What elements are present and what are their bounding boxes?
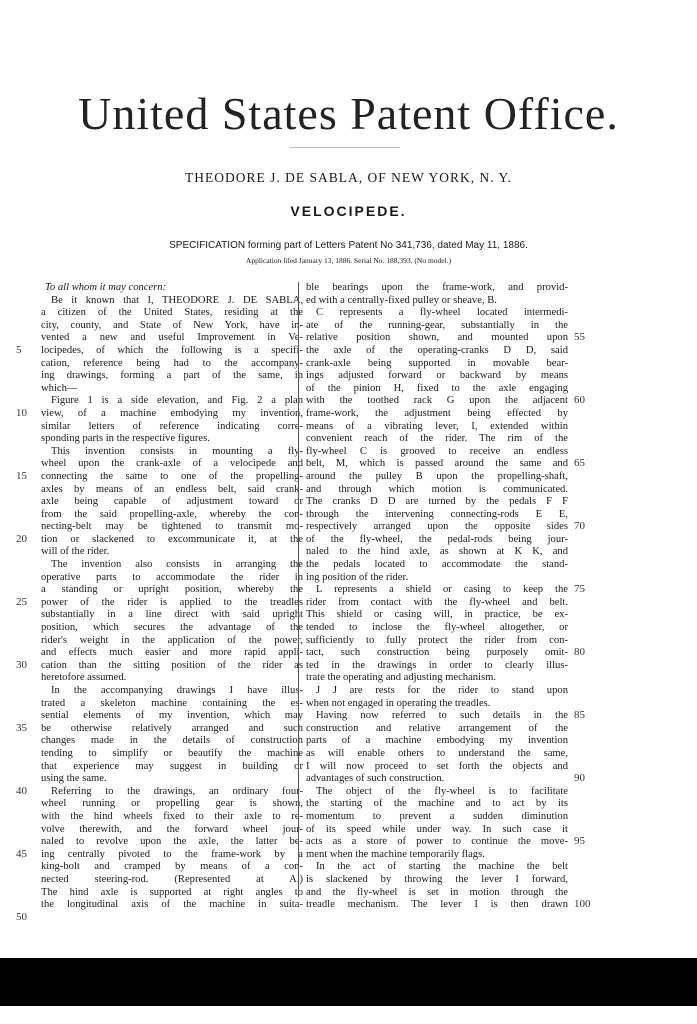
text-line: Referring to the drawings, an ordinary four- — [51, 785, 303, 797]
line-number: 85 — [574, 709, 585, 722]
text-line: a citizen of the United States, residing at the — [41, 307, 303, 319]
line-number: 65 — [574, 457, 585, 470]
text-line: be otherwise relatively arranged and such — [41, 722, 303, 734]
text-line: will of the rider. — [41, 546, 110, 558]
text-line: relative position shown, and mounted upon — [306, 332, 568, 344]
text-line: king-bolt and cramped by means of a con- — [41, 861, 303, 873]
text-line: vented a new and useful Improvement in Ve- — [41, 332, 303, 344]
text-line: treadle mechanism. The lever I is then drawn — [306, 899, 568, 911]
text-line: convenient reach of the rider. The rim of the — [306, 433, 568, 445]
patent-office-heading: United States Patent Office. — [78, 88, 619, 139]
text-line: substantially in a line direct with said upright — [41, 609, 303, 621]
inventor-line: THEODORE J. DE SABLA, OF NEW YORK, N. Y. — [185, 170, 512, 185]
text-line: Be it known that I, THEODORE J. DE SABLA, — [51, 294, 303, 306]
text-line: and effects much easier and more rapid appli- — [41, 647, 303, 659]
text-line: the longitudinal axis of the machine in suita- — [41, 899, 303, 911]
text-line: when not engaged in operating the treadles. — [306, 697, 491, 709]
line-number: 30 — [16, 659, 27, 671]
line-number: 95 — [574, 835, 585, 848]
text-line: ings adjusted forward or backward by means — [306, 370, 568, 382]
text-line: This invention consists in mounting a fly- — [51, 445, 303, 457]
text-line: rider's weight in the application of the power, — [41, 634, 303, 646]
text-line: rider from contact with the fly-wheel and belt. — [306, 596, 568, 608]
header-rule — [290, 147, 400, 148]
line-number: 15 — [16, 470, 27, 482]
text-line: that experience may suggest in building or — [41, 760, 303, 772]
text-line: as will enable others to understand the same, — [306, 747, 568, 759]
line-number: 75 — [574, 583, 585, 596]
line-number: 60 — [574, 394, 585, 407]
text-line: means of a vibrating lever, I, extended within — [306, 420, 568, 432]
text-line: belt, M, which is passed around the same and — [306, 458, 568, 470]
text-line: Figure 1 is a side elevation, and Fig. 2 a plan — [51, 395, 303, 407]
text-line: This shield or casing will, in practice, be ex- — [306, 609, 568, 621]
text-line: the pedals located to accommodate the stand- — [306, 559, 568, 571]
text-line: The hind axle is supported at right angles to — [41, 886, 303, 898]
text-line: operative parts to accommodate the rider in — [41, 571, 303, 583]
text-line: cation, reference being had to the accompany- — [41, 357, 303, 369]
text-line: respectively arranged upon the opposite sides — [306, 521, 568, 533]
text-line: tion or slackened to excommunicate it, at the — [41, 533, 303, 545]
text-line: ate of the running-gear, substantially in the — [306, 319, 568, 331]
column-divider — [298, 282, 299, 897]
text-line: similar letters of reference indicating corre- — [41, 420, 303, 432]
line-number: 20 — [16, 533, 27, 545]
text-line: To all whom it may concern: — [45, 282, 167, 293]
text-line: crank-axle being supported in movable bear- — [306, 357, 568, 369]
text-line: view, of a machine embodying my invention, — [41, 407, 303, 419]
text-line: a standing or upright position, whereby the — [41, 584, 303, 596]
line-number: 80 — [574, 646, 585, 659]
text-line: ted in the drawings in order to clearly illus- — [306, 659, 568, 671]
line-number: 90 — [574, 772, 585, 785]
text-line: ble bearings upon the frame-work, and provid- — [306, 282, 568, 293]
text-line: axles by means of an endless belt, said crank- — [41, 483, 303, 495]
text-line: with the toothed rack G upon the adjacent — [306, 395, 568, 407]
text-line: parts of a machine embodying my invention — [306, 735, 568, 747]
text-line: The cranks D D are turned by the pedals F F — [306, 496, 568, 508]
text-line: L represents a shield or casing to keep the — [316, 584, 568, 596]
text-line: is slackened by throwing the lever I forward, — [306, 873, 568, 885]
left-text-column — [41, 282, 303, 912]
text-line: with the hind wheels fixed to their axle to re- — [41, 810, 303, 822]
text-line: around the pulley B upon the propelling-shaft, — [306, 470, 568, 482]
text-line: nected steering-rod. (Represented at A.) — [41, 873, 303, 885]
text-line: position, which secures the advantage of the — [41, 622, 303, 634]
specification-line: SPECIFICATION forming part of Letters Patent No 341,736, dated May 11, 1886. — [169, 240, 528, 251]
text-line: advantages of such construction. — [306, 773, 445, 785]
text-line: necting-belt may be tightened to transmit mo- — [41, 521, 303, 533]
text-line: from the said propelling-axle, whereby the con- — [41, 508, 303, 520]
text-line: naled to the hind axle, as shown at K K, and — [306, 546, 568, 558]
invention-title: VELOCIPEDE. — [290, 203, 407, 219]
text-line: momentum to prevent a sudden diminution — [306, 810, 568, 822]
line-number: 10 — [16, 407, 27, 419]
text-line: In the act of starting the machine the belt — [316, 861, 568, 873]
text-line: of its speed while under way. In such case it — [306, 823, 568, 835]
text-line: and the fly-wheel is set in motion through the — [306, 886, 568, 898]
line-number: 50 — [16, 911, 27, 923]
text-line: wheel running or propelling gear is shown, — [41, 798, 303, 810]
text-line: ing position of the rider. — [306, 571, 409, 583]
text-line: tending to simplify or beautify the machine — [41, 747, 303, 759]
text-line: Having now referred to such details in the — [316, 710, 568, 722]
text-line: trated a skeleton machine containing the es- — [41, 697, 303, 709]
scan-bottom-border — [0, 958, 697, 1006]
text-line: the axle of the operating-cranks D D, said — [306, 344, 568, 356]
text-line: J J are rests for the rider to stand upon — [316, 685, 568, 696]
text-line: The invention also consists in arranging the — [51, 559, 303, 571]
text-line: the starting of the machine and to act by its — [306, 798, 568, 810]
text-line: of the pinion H, fixed to the axle engaging — [306, 382, 568, 394]
text-line: sufficiently to fully protect the rider from con- — [306, 634, 568, 646]
text-line: using the same. — [41, 773, 107, 785]
text-line: locipedes, of which the following is a specifi- — [41, 344, 303, 356]
text-line: trate the operating and adjusting mechanism. — [306, 672, 497, 684]
text-line: sponding parts in the respective figures. — [41, 433, 210, 445]
line-number: 35 — [16, 722, 27, 734]
text-line: which— — [41, 382, 78, 394]
text-line: ment when the machine temporarily flags. — [306, 848, 485, 860]
right-text-column — [306, 282, 568, 912]
text-line: city, county, and State of New York, have in- — [41, 319, 303, 331]
text-line: sential elements of my invention, which may — [41, 710, 303, 722]
text-line: fly-wheel C is grooved to receive an endless — [306, 445, 568, 457]
text-line: cation than the sitting position of the rider as — [41, 659, 303, 671]
line-number: 45 — [16, 848, 27, 860]
line-number: 55 — [574, 331, 585, 344]
text-line: connecting the same to one of the propelling- — [41, 470, 303, 482]
text-line: ed with a centrally-fixed pulley or sheave, B. — [306, 294, 497, 306]
text-line: construction and relative arrangement of the — [306, 722, 568, 734]
text-line: C represents a fly-wheel located intermedi- — [316, 307, 568, 319]
text-line: frame-work, the adjustment being effected by — [306, 407, 568, 419]
text-line: ing centrally pivoted to the frame-work by a — [41, 848, 303, 860]
text-line: heretofore assumed. — [41, 672, 127, 684]
line-number: 100 — [574, 898, 591, 911]
text-line: and through which motion is communicated. — [306, 483, 568, 495]
text-line: I will now proceed to set forth the objects and — [306, 760, 568, 772]
text-line: wheel upon the crank-axle of a velocipede and — [41, 458, 303, 470]
application-line: Application filed January 13, 1886. Serial No. 188,393. (No model.) — [245, 256, 452, 265]
text-line: through the intervening connecting-rods E E, — [306, 508, 568, 520]
text-line: power of the rider is applied to the treadles — [41, 596, 303, 608]
text-line: tact, such construction being purposely omit- — [306, 647, 568, 659]
line-number: 70 — [574, 520, 585, 533]
text-line: volve therewith, and the forward wheel jour- — [41, 823, 303, 835]
text-line: of the fly-wheel, the pedal-rods being jour- — [306, 533, 568, 545]
line-number: 40 — [16, 785, 27, 797]
line-number: 25 — [16, 596, 27, 608]
text-line: naled to revolve upon the axle, the latter be- — [41, 836, 303, 848]
text-line: acts as a store of power to continue the move- — [306, 836, 568, 848]
text-line: changes made in the details of construction — [41, 735, 303, 747]
text-line: axle being capable of adjustment toward or — [41, 496, 303, 508]
text-line: ing drawings, forming a part of the same, in — [41, 370, 303, 382]
line-number: 5 — [16, 344, 22, 356]
text-line: tended to inclose the fly-wheel altogether, or — [306, 622, 568, 634]
text-line: In the accompanying drawings I have illus- — [51, 685, 303, 696]
text-line: The object of the fly-wheel is to facilitate — [316, 785, 568, 797]
